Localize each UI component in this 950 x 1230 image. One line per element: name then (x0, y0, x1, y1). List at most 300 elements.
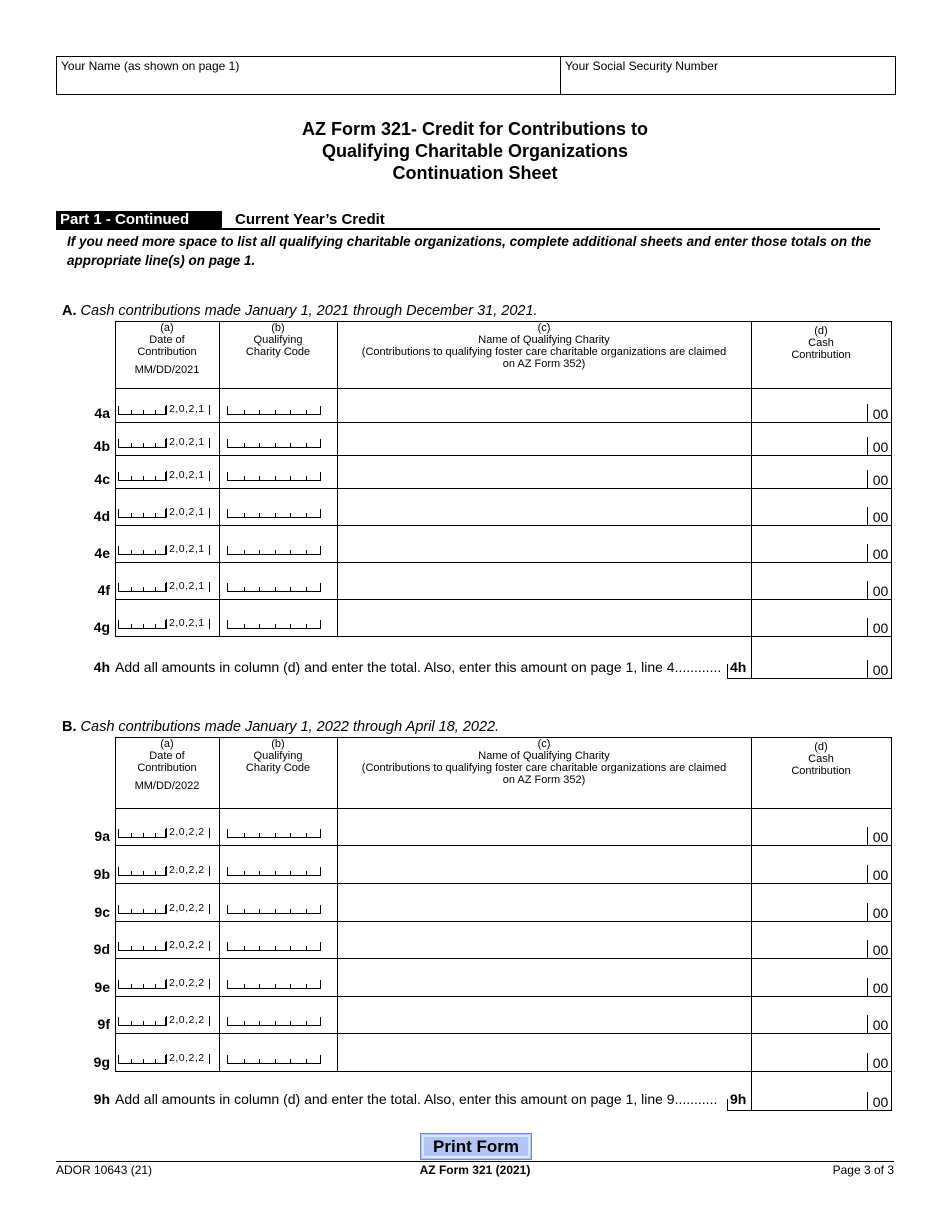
sectionA-total-box-label: 4h (730, 659, 747, 675)
sectionB-date-year: 2,0,2,2 (169, 977, 205, 989)
sectionA-date-input[interactable] (118, 406, 166, 415)
sectionB-date-input[interactable] (118, 1055, 166, 1064)
sectionA-code-tick (244, 410, 245, 414)
sectionA-code-tick (275, 410, 276, 414)
sectionA-code-tick (259, 587, 260, 591)
sectionB-code-tick (275, 984, 276, 988)
sectionB-charity-code-input[interactable] (227, 867, 321, 876)
sectionB-charity-code-input[interactable] (227, 1017, 321, 1026)
sectionA-code-tick (290, 624, 291, 628)
sectionB-heading-text: Cash contributions made January 1, 2022 through April 18, 2022. (80, 719, 500, 735)
sectionB-code-tick (290, 1059, 291, 1063)
sectionA-col-a-header-line: Contribution (137, 346, 197, 358)
sectionB-col-a-header-line: Contribution (137, 762, 197, 774)
sectionA-date-tick (131, 587, 132, 591)
sectionA-date-year-end (209, 582, 210, 592)
sectionB-date-tick (143, 833, 144, 837)
sectionA-date-year: 2,0,2,1 (169, 580, 205, 592)
sectionB-date-year-end (209, 1054, 210, 1064)
sectionA-col-a-header-line: (a) (160, 322, 174, 334)
sectionA-date-year-end (209, 619, 210, 629)
sectionA-date-input[interactable] (118, 546, 166, 555)
sectionB-amount-input[interactable] (752, 997, 867, 1033)
part-instructions: If you need more space to list all qualifying charitable organizations, complete additional sheets and enter those totals on the appropriate line(s) on page 1. (67, 234, 872, 268)
sectionB-date-year: 2,0,2,2 (169, 1052, 205, 1064)
sectionA-code-tick (306, 410, 307, 414)
sectionA-date-input[interactable] (118, 620, 166, 629)
sectionB-date-input[interactable] (118, 980, 166, 989)
sectionB-charity-code-input[interactable] (227, 829, 321, 838)
sectionA-date-year-end (209, 508, 210, 518)
sectionA-code-tick (290, 550, 291, 554)
sectionB-code-tick (259, 871, 260, 875)
sectionB-col-b-header-line: Charity Code (245, 762, 311, 774)
sectionB-amount-input[interactable] (752, 1034, 867, 1071)
sectionA-code-tick (259, 476, 260, 480)
sectionB-total-box-left (727, 1099, 728, 1110)
sectionA-row-label: 4e (94, 545, 110, 561)
sectionB-code-tick (244, 1021, 245, 1025)
sectionB-code-tick (290, 909, 291, 913)
sectionB-date-tick (143, 946, 144, 950)
sectionA-row-label: 4g (93, 619, 110, 635)
sectionB-date-tick (131, 871, 132, 875)
sectionB-code-tick (259, 833, 260, 837)
sectionB-date-year-end (209, 828, 210, 838)
sectionB-row-cents: 00 (867, 827, 893, 845)
sectionB-date-tick (155, 909, 156, 913)
sectionB-date-year: 2,0,2,2 (169, 939, 205, 951)
sectionA-code-tick (275, 476, 276, 480)
sectionB-date-year-end (209, 866, 210, 876)
sectionA-col-b-header-line: Charity Code (245, 346, 311, 358)
sectionB-date-tick (155, 1021, 156, 1025)
taxpayer-id-box (56, 56, 896, 95)
sectionA-row-cents: 00 (867, 618, 893, 636)
sectionA-date-year-divider (166, 405, 167, 415)
sectionA-col-c-header-line: on AZ Form 352) (502, 358, 586, 370)
sectionB-date-year-divider (166, 866, 167, 876)
sectionB-code-tick (275, 946, 276, 950)
sectionA-date-year-end (209, 405, 210, 415)
sectionB-row-cents: 00 (867, 865, 893, 883)
ssn-field[interactable] (561, 57, 895, 94)
title-line-3: Continuation Sheet (392, 163, 558, 183)
sectionA-date-year: 2,0,2,1 (169, 469, 205, 481)
sectionA-row-label: 4f (97, 582, 110, 598)
sectionA-charity-name-input[interactable] (338, 489, 751, 525)
sectionA-row-cents: 00 (867, 404, 893, 422)
sectionA-col-a-header-line: Date of (149, 334, 185, 346)
sectionA-code-tick (244, 476, 245, 480)
sectionB-col-d-header-line: (d) (814, 741, 828, 753)
sectionB-col-d-header-line: Cash (808, 753, 834, 765)
sectionB-total-cents: 00 (867, 1092, 893, 1110)
sectionA-date-tick (155, 410, 156, 414)
sectionB-row-label: 9a (94, 828, 110, 844)
name-field-label: Your Name (as shown on page 1) (61, 59, 240, 73)
sectionA-charity-name-input[interactable] (338, 563, 751, 599)
sectionA-col-d-header-line: (d) (814, 325, 828, 337)
sectionB-col-a-header (115, 738, 219, 792)
sectionA-date-tick (143, 443, 144, 447)
sectionB-amount-input[interactable] (752, 922, 867, 958)
sectionA-date-tick (155, 476, 156, 480)
sectionB-code-tick (306, 1021, 307, 1025)
sectionA-date-input[interactable] (118, 472, 166, 481)
sectionA-date-tick (155, 550, 156, 554)
sectionB-col-d-header-line: Contribution (791, 765, 851, 777)
title-line-1: AZ Form 321- Credit for Contributions to (302, 119, 648, 139)
sectionB-row-cents: 00 (867, 1015, 893, 1033)
sectionB-letter: B. (62, 719, 77, 735)
sectionB-col-a-header-line: Date of (149, 750, 185, 762)
sectionB-total-bottom-rule (727, 1110, 892, 1111)
sectionA-code-tick (244, 550, 245, 554)
sectionA-row-cents: 00 (867, 507, 893, 525)
print-form-button[interactable]: Print Form (420, 1133, 532, 1160)
sectionB-col-c-header (337, 738, 751, 786)
sectionA-row-cents: 00 (867, 581, 893, 599)
footer-form-name: AZ Form 321 (2021) (419, 1163, 531, 1177)
sectionA-date-tick (131, 410, 132, 414)
sectionB-date-input[interactable] (118, 829, 166, 838)
sectionB-date-tick (143, 1021, 144, 1025)
sectionA-charity-name-input[interactable] (338, 456, 751, 488)
sectionB-date-year: 2,0,2,2 (169, 902, 205, 914)
sectionA-col-c-header-line: (Contributions to qualifying foster care charitable organizations are claimed (361, 346, 727, 358)
sectionA-date-tick (143, 410, 144, 414)
sectionB-charity-name-input[interactable] (338, 1034, 751, 1071)
sectionA-charity-code-input[interactable] (227, 583, 321, 592)
sectionA-code-tick (275, 513, 276, 517)
sectionB-date-tick (143, 871, 144, 875)
sectionA-col-c-header (337, 322, 751, 370)
sectionB-date-tick (143, 984, 144, 988)
sectionB-date-year-divider (166, 979, 167, 989)
sectionB-amount-input[interactable] (752, 846, 867, 883)
name-field[interactable] (57, 57, 560, 94)
sectionA-date-input[interactable] (118, 509, 166, 518)
sectionA-amount-input[interactable] (752, 600, 867, 636)
sectionB-code-tick (275, 1021, 276, 1025)
sectionA-code-tick (259, 624, 260, 628)
sectionA-charity-name-input[interactable] (338, 389, 751, 422)
sectionB-date-tick (155, 871, 156, 875)
sectionA-date-tick (131, 513, 132, 517)
sectionA-date-year: 2,0,2,1 (169, 506, 205, 518)
sectionA-date-year-end (209, 471, 210, 481)
sectionB-row-cents: 00 (867, 978, 893, 996)
sectionA-date-tick (131, 443, 132, 447)
sectionA-amount-input[interactable] (752, 489, 867, 525)
sectionA-charity-code-input[interactable] (227, 546, 321, 555)
sectionB-date-tick (131, 1059, 132, 1063)
sectionB-date-tick (131, 1021, 132, 1025)
sectionA-col-c-header-line: (c) (537, 322, 551, 334)
sectionA-code-tick (259, 410, 260, 414)
sectionB-date-tick (155, 984, 156, 988)
sectionA-col-d-header (751, 325, 891, 361)
sectionA-date-tick (143, 587, 144, 591)
sectionB-date-year-end (209, 904, 210, 914)
sectionA-row-cents: 00 (867, 470, 893, 488)
sectionA-date-input[interactable] (118, 439, 166, 448)
sectionB-date-tick (131, 984, 132, 988)
sectionB-charity-name-input[interactable] (338, 846, 751, 883)
sectionB-code-tick (290, 833, 291, 837)
sectionA-charity-name-input[interactable] (338, 600, 751, 636)
sectionA-col-d-header-line: Cash (808, 337, 834, 349)
sectionB-charity-name-input[interactable] (338, 922, 751, 958)
sectionB-code-tick (306, 871, 307, 875)
sectionB-col-b-header (219, 738, 337, 774)
sectionA-code-tick (244, 443, 245, 447)
sectionB-date-tick (131, 946, 132, 950)
sectionA-date-year-divider (166, 619, 167, 629)
sectionB-date-year-divider (166, 941, 167, 951)
sectionA-code-tick (259, 550, 260, 554)
sectionB-col-d-header (751, 741, 891, 777)
sectionA-date-year-divider (166, 471, 167, 481)
sectionB-row-label: 9e (94, 979, 110, 995)
sectionA-date-year-divider (166, 545, 167, 555)
sectionA-code-tick (275, 624, 276, 628)
sectionB-code-tick (290, 946, 291, 950)
sectionB-date-tick (155, 833, 156, 837)
sectionB-date-year: 2,0,2,2 (169, 1014, 205, 1026)
sectionB-col-b-header-line: (b) (271, 738, 285, 750)
sectionB-code-tick (244, 909, 245, 913)
sectionB-date-tick (131, 909, 132, 913)
sectionA-row-label: 4c (94, 471, 110, 487)
sectionB-date-year-end (209, 1016, 210, 1026)
sectionB-row-label: 9c (94, 904, 110, 920)
sectionB-total-amount-input[interactable] (752, 1072, 867, 1110)
sectionA-code-tick (275, 550, 276, 554)
sectionB-code-tick (306, 833, 307, 837)
sectionA-date-tick (131, 476, 132, 480)
sectionA-code-tick (290, 476, 291, 480)
sectionB-charity-name-input[interactable] (338, 809, 751, 845)
sectionA-col-c-header-line: Name of Qualifying Charity (478, 334, 610, 346)
sectionB-code-tick (290, 984, 291, 988)
title-line-2: Qualifying Charitable Organizations (321, 141, 629, 161)
sectionA-total-cents: 00 (867, 660, 893, 678)
sectionA-row-label: 4a (94, 405, 110, 421)
sectionA-date-year: 2,0,2,1 (169, 436, 205, 448)
sectionA-charity-code-input[interactable] (227, 472, 321, 481)
sectionA-date-tick (155, 587, 156, 591)
sectionB-total-box-label: 9h (730, 1091, 747, 1107)
sectionB-amount-input[interactable] (752, 809, 867, 845)
sectionB-amount-input[interactable] (752, 884, 867, 921)
sectionA-date-tick (143, 476, 144, 480)
sectionA-amount-input[interactable] (752, 456, 867, 488)
sectionA-code-tick (290, 410, 291, 414)
sectionA-amount-input[interactable] (752, 423, 867, 455)
sectionB-date-tick (143, 909, 144, 913)
ssn-field-label: Your Social Security Number (565, 59, 718, 73)
part-label: Part 1 - Continued (56, 211, 222, 228)
sectionB-code-tick (259, 1059, 260, 1063)
sectionA-code-tick (244, 513, 245, 517)
sectionA-date-tick (131, 624, 132, 628)
sectionB-col-c-header-line: on AZ Form 352) (502, 774, 586, 786)
sectionA-code-tick (306, 550, 307, 554)
sectionB-row-label: 9g (93, 1054, 110, 1070)
sectionA-letter: A. (62, 303, 77, 319)
sectionB-code-tick (290, 871, 291, 875)
footer-form-id: ADOR 10643 (21) (56, 1163, 153, 1177)
sectionB-date-tick (131, 833, 132, 837)
sectionA-code-tick (306, 624, 307, 628)
sectionA-date-year-divider (166, 438, 167, 448)
sectionB-code-tick (244, 833, 245, 837)
sectionB-charity-code-input[interactable] (227, 942, 321, 951)
sectionB-code-tick (259, 984, 260, 988)
sectionA-date-tick (131, 550, 132, 554)
sectionB-col-a-header-line: (a) (160, 738, 174, 750)
sectionB-row-label: 9f (97, 1016, 110, 1032)
sectionA-code-tick (244, 587, 245, 591)
sectionB-code-tick (290, 1021, 291, 1025)
sectionB-date-year-end (209, 979, 210, 989)
sectionA-col-d-header-line: Contribution (791, 349, 851, 361)
sectionA-date-year-end (209, 545, 210, 555)
sectionA-code-tick (290, 443, 291, 447)
sectionB-code-tick (306, 984, 307, 988)
sectionB-code-tick (244, 984, 245, 988)
sectionA-date-year-divider (166, 582, 167, 592)
sectionB-code-tick (244, 1059, 245, 1063)
sectionB-row-label: 9b (93, 866, 110, 882)
sectionA-charity-code-input[interactable] (227, 439, 321, 448)
sectionB-charity-name-input[interactable] (338, 884, 751, 921)
sectionB-code-tick (306, 909, 307, 913)
sectionB-date-input[interactable] (118, 867, 166, 876)
sectionA-code-tick (306, 476, 307, 480)
sectionB-date-input[interactable] (118, 942, 166, 951)
sectionA-col-b-header-line: (b) (271, 322, 285, 334)
sectionA-date-tick (155, 624, 156, 628)
sectionA-date-tick (155, 443, 156, 447)
sectionA-charity-code-input[interactable] (227, 620, 321, 629)
sectionB-date-year: 2,0,2,2 (169, 826, 205, 838)
sectionB-date-year-divider (166, 1016, 167, 1026)
sectionB-col-c-header-line: (Contributions to qualifying foster care charitable organizations are claimed (361, 762, 727, 774)
sectionA-heading (62, 303, 538, 319)
sectionB-date-tick (143, 1059, 144, 1063)
sectionA-amount-input[interactable] (752, 389, 867, 422)
sectionB-code-tick (306, 1059, 307, 1063)
sectionA-row-label: 4d (93, 508, 110, 524)
sectionB-code-tick (275, 833, 276, 837)
sectionA-date-year-divider (166, 508, 167, 518)
sectionA-charity-name-input[interactable] (338, 526, 751, 562)
sectionB-code-tick (244, 946, 245, 950)
sectionB-date-input[interactable] (118, 905, 166, 914)
sectionB-date-year-divider (166, 828, 167, 838)
sectionA-code-tick (290, 513, 291, 517)
sectionB-charity-code-input[interactable] (227, 1055, 321, 1064)
sectionA-date-tick (143, 624, 144, 628)
sectionA-col-a-header (115, 322, 219, 376)
sectionB-code-tick (306, 946, 307, 950)
sectionB-date-year: 2,0,2,2 (169, 864, 205, 876)
sectionB-date-year-end (209, 941, 210, 951)
sectionA-charity-code-input[interactable] (227, 509, 321, 518)
sectionA-amount-input[interactable] (752, 563, 867, 599)
sectionA-date-tick (143, 550, 144, 554)
sectionB-col-rule-1 (219, 737, 220, 1071)
sectionA-code-tick (306, 443, 307, 447)
sectionA-code-tick (306, 587, 307, 591)
sectionB-code-tick (259, 1021, 260, 1025)
sectionB-amount-input[interactable] (752, 959, 867, 996)
part-title: Current Year’s Credit (235, 211, 385, 228)
sectionB-code-tick (259, 909, 260, 913)
sectionA-total-text: Add all amounts in column (d) and enter the total. Also, enter this amount on page 1, line 4............ (115, 659, 722, 675)
sectionA-date-year: 2,0,2,1 (169, 543, 205, 555)
sectionA-date-input[interactable] (118, 583, 166, 592)
sectionA-col-b-header-line: Qualifying (253, 334, 303, 346)
sectionB-date-tick (155, 1059, 156, 1063)
sectionA-code-tick (259, 443, 260, 447)
sectionB-charity-code-input[interactable] (227, 905, 321, 914)
sectionB-code-tick (275, 909, 276, 913)
sectionA-total-amount-input[interactable] (752, 637, 867, 678)
sectionA-code-tick (290, 587, 291, 591)
sectionB-charity-code-input[interactable] (227, 980, 321, 989)
sectionB-code-tick (244, 871, 245, 875)
sectionB-date-input[interactable] (118, 1017, 166, 1026)
footer-rule (56, 1161, 894, 1162)
sectionB-row-cents: 00 (867, 903, 893, 921)
sectionA-total-label: 4h (93, 659, 110, 675)
sectionA-row-cents: 00 (867, 544, 893, 562)
sectionB-charity-name-input[interactable] (338, 959, 751, 996)
sectionB-row-cents: 00 (867, 1053, 893, 1071)
sectionA-amount-input[interactable] (752, 526, 867, 562)
sectionA-date-tick (155, 513, 156, 517)
sectionA-total-bottom-rule (727, 678, 892, 679)
sectionA-code-tick (306, 513, 307, 517)
sectionB-row-cents: 00 (867, 940, 893, 958)
sectionA-charity-code-input[interactable] (227, 406, 321, 415)
sectionA-date-year-end (209, 438, 210, 448)
sectionB-code-tick (259, 946, 260, 950)
sectionA-date-tick (143, 513, 144, 517)
sectionB-row-label: 9d (93, 941, 110, 957)
sectionA-charity-name-input[interactable] (338, 423, 751, 455)
part-rule (56, 228, 880, 230)
sectionA-date-year: 2,0,2,1 (169, 403, 205, 415)
sectionB-col-b-header-line: Qualifying (253, 750, 303, 762)
sectionA-col-b-header (219, 322, 337, 358)
page-title (0, 118, 950, 184)
sectionB-col-c-header-line: Name of Qualifying Charity (478, 750, 610, 762)
sectionA-date-year: 2,0,2,1 (169, 617, 205, 629)
sectionB-date-tick (155, 946, 156, 950)
sectionA-total-box-left (727, 664, 728, 678)
sectionB-charity-name-input[interactable] (338, 997, 751, 1033)
sectionA-code-tick (244, 624, 245, 628)
sectionA-row-cents: 00 (867, 437, 893, 455)
sectionA-row-label: 4b (93, 438, 110, 454)
sectionA-code-tick (275, 587, 276, 591)
sectionA-col-a-header-line: MM/DD/2021 (134, 364, 200, 376)
